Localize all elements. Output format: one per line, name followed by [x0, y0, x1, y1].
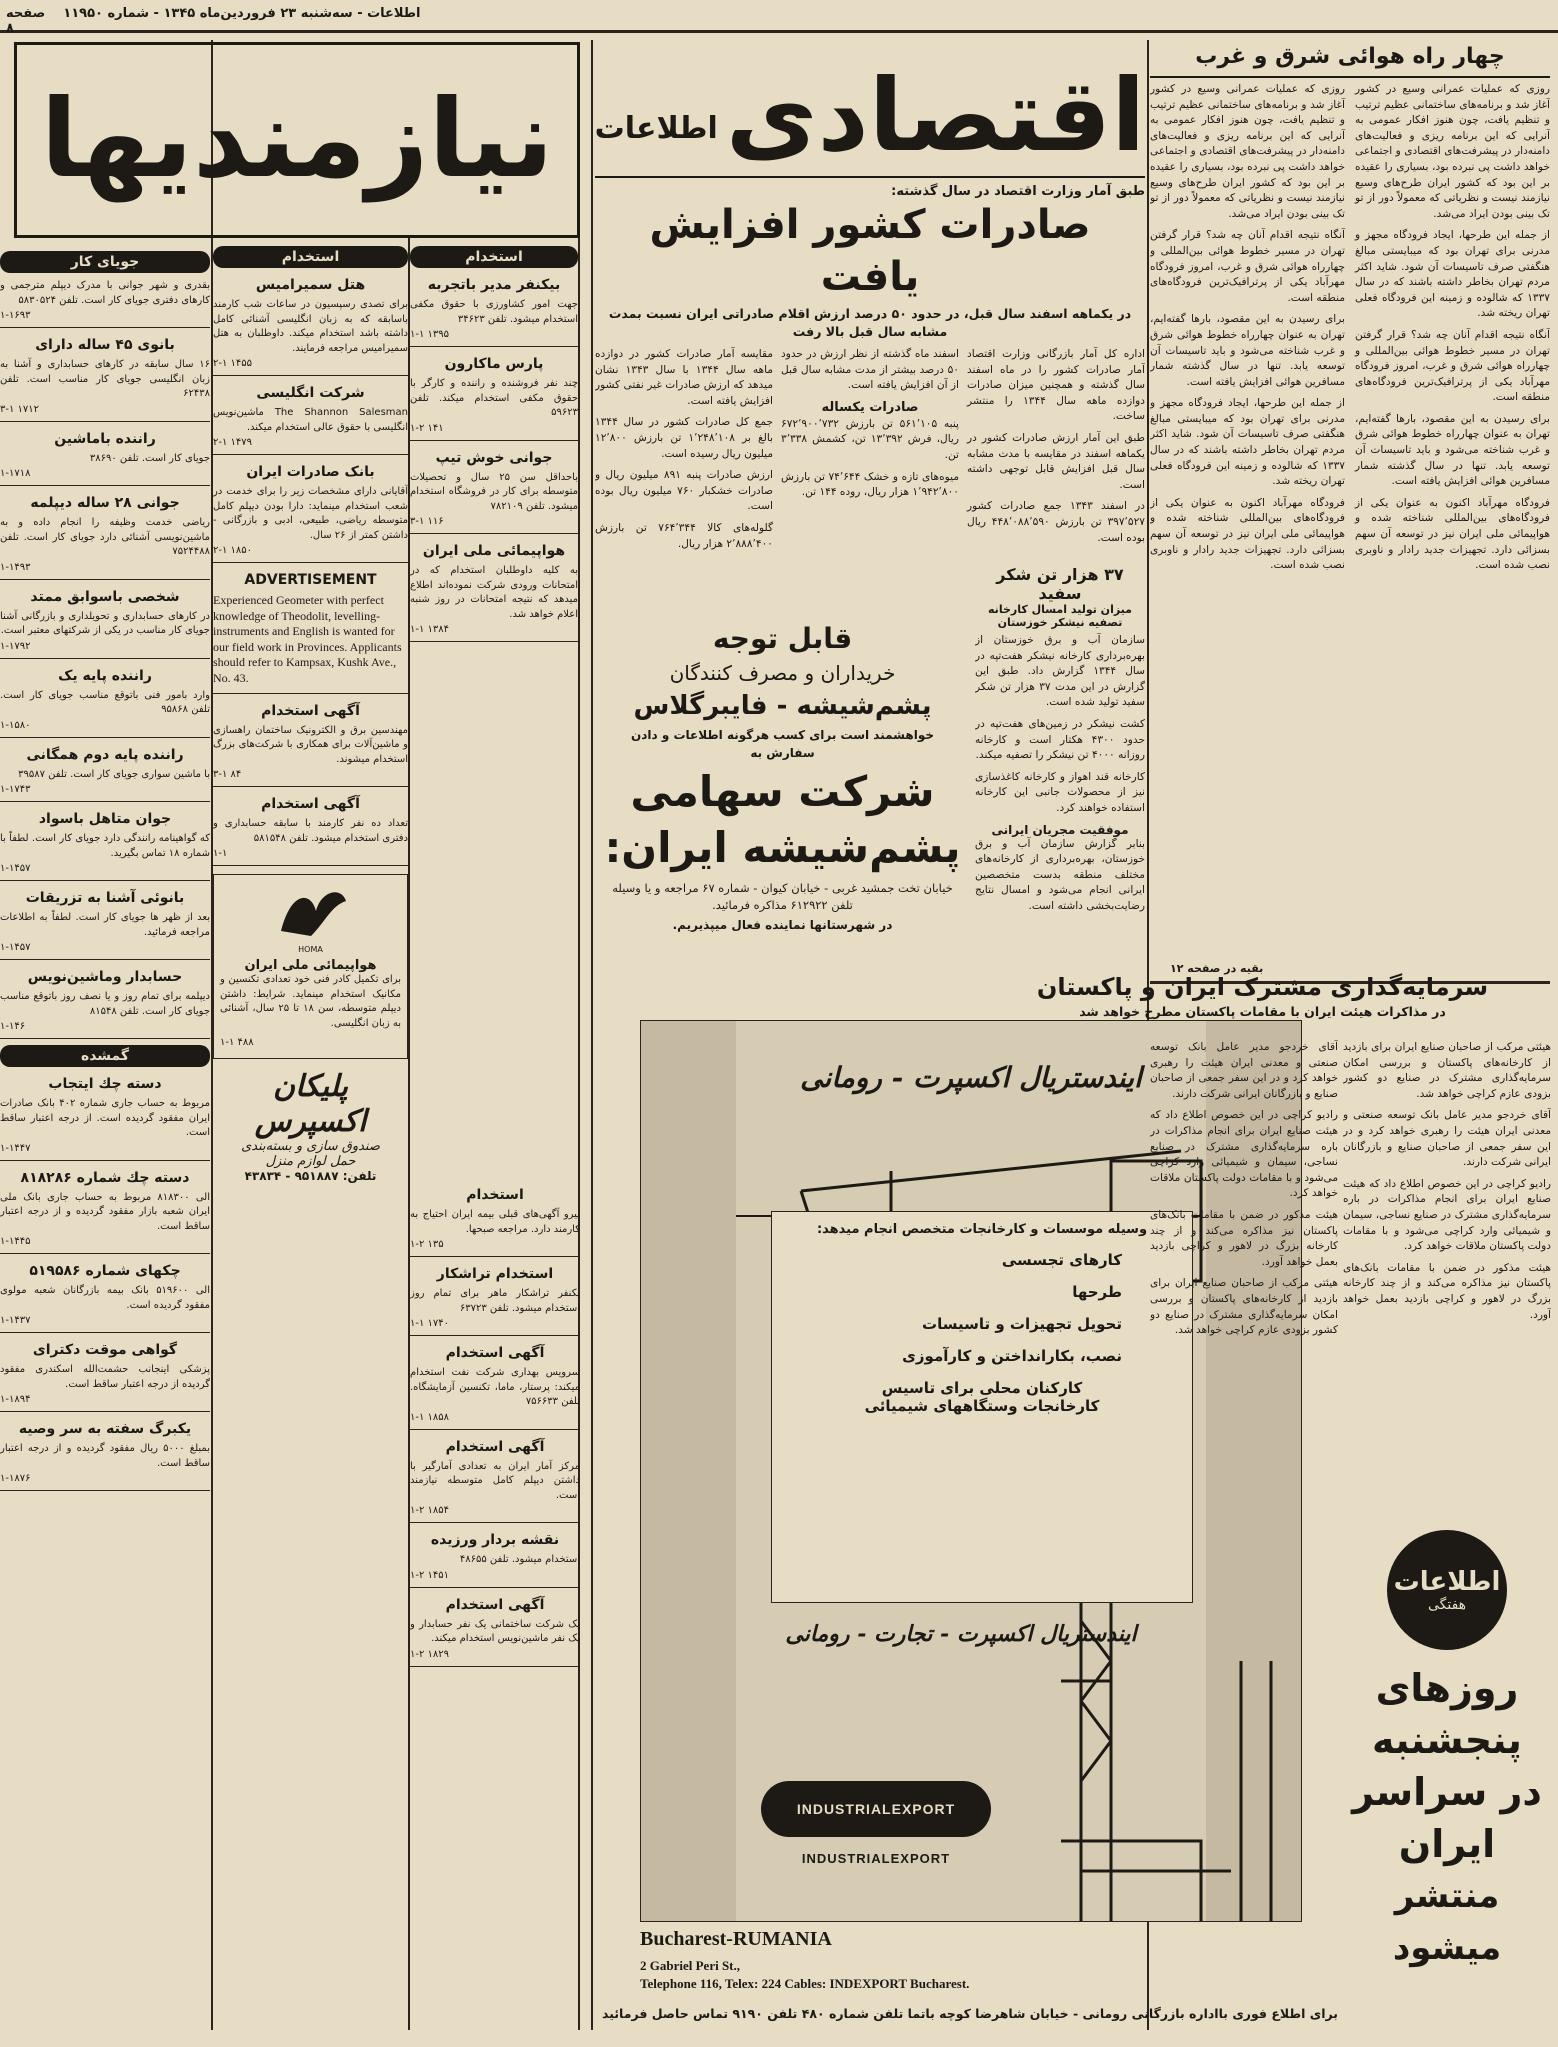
- hiring-item-text: یک شرکت ساختمانی یک نفر حسابدار و یک نفر ماشین‌نویس استخدام میکند.: [410, 1618, 580, 1644]
- pakistan-body: [1343, 1040, 1551, 1520]
- pelikan-sub: صندوق سازی و بسته‌بندی: [241, 1139, 380, 1155]
- lost-list: [0, 1073, 210, 1491]
- hiring-item: [410, 353, 578, 441]
- lost-item-text: پزشکی اینجانب حشمت‌الله اسکندری مفقود گردیده از درجه اعتبار ساقط است.: [0, 1364, 210, 1390]
- hiring-item-title: نقشه بردار ورزیده: [430, 1532, 560, 1548]
- hiring-item-code: ۱-۲ ۱۴۵۱: [410, 1569, 450, 1581]
- divider: [0, 1253, 210, 1254]
- divider: [410, 1666, 580, 1667]
- jobs-wanted-item: [0, 966, 210, 1039]
- sugar-paragraph: بنابر گزارش سازمان آب و برق خوزستان، بهره‌برداری از کارخانه‌های مختلف منطقه بدست متخصصین ایرانی انجام می‌شود و امسال نتایج رضایت‌بخشی داشته است.: [975, 837, 1145, 912]
- hiring-item-title: استخدام تراشکار: [436, 1266, 554, 1282]
- ad-product: پشم‌شیشه - فایبرگلاس: [633, 691, 932, 721]
- pakistan-paragraph: آقای خردجو مدیر عامل بانک توسعه صنعتی و معدنی ایران هیئت را رهبری خواهد کرد و در این سفر جمعی از صاحبان صنایع و بازرگانان ایرانی شرکت دارند.: [1150, 1041, 1338, 1100]
- jobs-wanted-item-text: ۱۶ سال سابقه در کارهای حسابداری و آشنا به زبان انگلیسی جویای کار مناسب است. تلفن ۶۲۴۳۸: [0, 359, 210, 399]
- hiring-item-title: هتل سمیرامیس: [255, 277, 366, 293]
- eco-col-b: [781, 347, 959, 557]
- lost-item-text: مربوط به حساب جاری شماره ۴۰۲ بانک صادرات ایران مفقود گردیده است. از درجه اعتبار ساقط است.: [0, 1098, 210, 1138]
- promo-line: ایران: [1398, 1822, 1496, 1866]
- jobs-wanted-item-title: راننده پایه یک: [58, 667, 152, 684]
- hiring-item-title: آگهی استخدام: [261, 796, 360, 813]
- promo-line: در سراسر: [1352, 1770, 1542, 1814]
- hiring-item-title: هواپیمائی ملی ایران: [422, 543, 566, 559]
- hiring-item-text: به کلیه داوطلبان استخدام که در امتحانات ورودی شرکت نموده‌اند اطلاع میدهد که نتیجه امتحانات در روز شنبه اعلام خواهد شد.: [410, 565, 578, 620]
- hiring-item-code: ۱-۲ ۱۸۲۹: [410, 1648, 450, 1660]
- ad-top: قابل توجه: [712, 622, 853, 655]
- hiring-item-code: ۱-۲ ۱۸۵۴: [410, 1505, 450, 1516]
- hiring-item-text: چند نفر فروشنده و راننده و کارگر با حقوق مکفی استخدام میکند. تلفن ۵۹۶۲۳: [410, 378, 578, 418]
- jobs-wanted-item-title: شخصی باسوابق ممتد: [30, 588, 180, 605]
- lost-item-text: الی ۵۱۹۶۰۰ بانک بیمه بازرگانان شعبه مولوی مفقود گردیده است.: [0, 1285, 210, 1311]
- hiring-list-1: [213, 274, 408, 866]
- divider: [410, 1256, 580, 1257]
- divider: [213, 454, 408, 455]
- hiring-item: [213, 274, 408, 376]
- hiring-item-text: جهت امور کشاورزی با حقوق مکفی استخدام میشود. تلفن ۳۴۶۲۳: [410, 299, 578, 325]
- lost-item-title: دسته چك شماره ۸۱۸۲۸۶: [20, 1169, 190, 1186]
- divider: [0, 579, 210, 580]
- homa-logo-text: HOMA: [298, 945, 323, 955]
- eco-paragraph: گلوله‌های کالا ۷۶۴٬۳۴۴ تن بارزش ۲٬۸۸۸٬۴۰۰ هزار ریال.: [595, 521, 773, 550]
- eco-col-a: [967, 347, 1145, 557]
- promo-logo: [1387, 1530, 1507, 1650]
- jobs-wanted-item-text: بعد از ظهر ها جویای کار است. لطفاً به اطلاعات مراجعه فرمائید.: [0, 912, 210, 938]
- jobs-wanted-item-text: ریاضی خدمت وظیفه را انجام داده و به ماشین‌نویسی آشنائی دارد جویای کار است. تلفن ۷۵۲۴۴۸۸: [0, 517, 210, 557]
- pelikan-phone: تلفن: ۹۵۱۸۸۷ - ۴۳۸۳۴: [244, 1169, 377, 1184]
- ad-logo: [761, 1781, 991, 1837]
- lost-item: [0, 1260, 210, 1333]
- hiring-column-3: [410, 1180, 580, 2040]
- jobs-wanted-item: [0, 744, 210, 803]
- hiring-item-text: سرویس بهداری شرکت نفت استخدام میکند: پرستار، ماما، تکنسین آزمایشگاه. تلفن ۷۵۶۶۳۳: [410, 1367, 580, 1407]
- divider: [0, 1160, 210, 1161]
- promo-line: روزهای: [1375, 1666, 1519, 1710]
- divider: [410, 346, 578, 347]
- ad-item: نصب، بکارانداختن و کارآموزی: [902, 1347, 1122, 1365]
- jobs-wanted-item: [0, 428, 210, 487]
- hiring-item-code: ۱-۱ ۱۳۹۵: [410, 329, 450, 340]
- divider: [410, 1522, 580, 1523]
- eco-title-big: اقتصادی: [725, 57, 1145, 174]
- page-number: صفحه ۸: [6, 6, 46, 36]
- air-paragraph: آنگاه نتیجه اقدام آنان چه شد؟ قرار گرفتن تهران در مسیر خطوط هوائی بین‌المللی و چهارراه هوائی شرق و غرب، امروز فرودگاه مهرآباد یکی از پرترافیک‌ترین فرودگاه‌های منطقه است.: [1355, 328, 1550, 404]
- jobs-wanted-item-code: ۱-۱۴۵۷: [0, 863, 31, 874]
- hiring-item-text: The Shannon Salesman ماشین‌نویس انگلیسی با حقوق عالی استخدام میکند.: [213, 407, 408, 433]
- divider: [213, 786, 408, 787]
- pelikan-sub2: حمل لوازم منزل: [265, 1154, 356, 1170]
- divider: [410, 1335, 580, 1336]
- hiring-item-code: ۱-۱ ۱۷۴۰: [410, 1318, 450, 1329]
- hiring-item: [410, 540, 578, 642]
- divider: [410, 641, 578, 642]
- jobs-wanted-item-text: بقدری و شهر جوانی با مدرک دیپلم مترجمی و کارهای دفتری جویای کار است. تلفن ۵۸۳۰۵۲۴: [0, 280, 210, 306]
- hiring-item-code: ۱-۲ ۱۳۵: [410, 1239, 444, 1250]
- sugar-paragraph: کشت نیشکر در زمین‌های هفت‌تپه در حدود ۴۳۰۰ هکتار است و کارخانه روزانه ۴۰۰۰ تن نیشکر را تصفیه میکند.: [975, 717, 1145, 762]
- jobs-wanted-item-title: حسابدار وماشین‌نویس: [27, 969, 183, 985]
- eco-paragraph: در اسفند ۱۳۴۳ جمع صادرات کشور ۳۹۷٬۵۲۷ تن بارزش ۴۴۸٬۰۸۸٬۵۹۰ ریال بوده است.: [967, 500, 1145, 544]
- homa-text: برای تکمیل کادر فنی خود تعدادی تکنسین و مکانیک استخدام مینماید. شرایط: داشتن دیپلم متوسطه، سن ۱۸ تا ۲۵ سال، آشنائی به زبان انگلیسی.: [220, 974, 401, 1029]
- fiberglass-ad: [595, 620, 970, 960]
- rule-main: [591, 40, 593, 2030]
- hiring-item-text: باحداقل سن ۲۵ سال و تحصیلات متوسطه برای کار در فروشگاه استخدام میشود. تلفن ۷۸۲۱۰۹: [410, 471, 578, 512]
- jobs-wanted-item-title: راننده پایه دوم همگانی: [26, 746, 184, 763]
- sugar-box-title: موفقیت مجریان ایرانی: [991, 822, 1129, 837]
- hiring-item-code: ۱-۱ ۱۳۸۴: [410, 624, 450, 635]
- section-lost: گمشده: [0, 1045, 210, 1067]
- lost-item-title: چکهای شماره ۵۱۹۵۸۶: [29, 1263, 181, 1279]
- eco-paragraph: پنبه ۵۶۱٬۱۰۵ تن بارزش ۶۷۲٬۹۰۰٬۷۳۲ ریال، فرش ۱۳٬۳۹۲ تن، کشمش ۳٬۳۳۸ تن.: [781, 417, 959, 461]
- homa-bird-icon: [271, 881, 351, 941]
- ad-intro: وسیله موسسات و کارخانجات متخصص انجام میدهد:: [816, 1222, 1148, 1237]
- hiring-item-title: پارس ماکارون: [444, 356, 544, 372]
- section-hiring: استخدام: [410, 246, 578, 268]
- air-headline: چهار راه هوائی شرق و غرب: [1150, 42, 1550, 78]
- hiring-item-code: ۱-۱: [213, 848, 228, 860]
- lost-item-code: ۱-۱۴۳۷: [0, 1315, 31, 1326]
- pelikan-brand: پلیکان اکسپرس: [254, 1069, 367, 1140]
- eco-kicker: طبق آمار وزارت اقتصاد در سال گذشته:: [891, 184, 1145, 199]
- hiring-item-text: مرکز آمار ایران به تعدادی آمارگیر با داشتن دیپلم کامل متوسطه نیازمند است.: [410, 1460, 580, 1501]
- hiring-item-code: ۳-۱ ۸۴: [213, 769, 242, 781]
- lost-item-code: ۱-۱۴۴۵: [0, 1236, 31, 1247]
- lost-item: [0, 1167, 210, 1255]
- homa-logo: [220, 881, 401, 954]
- jobs-wanted-item-code: ۱-۱۷۱۸: [0, 468, 31, 479]
- hiring-item-title: بانک صادرات ایران: [246, 464, 375, 480]
- classifieds-masthead: [14, 42, 580, 238]
- jobs-wanted-item-text: که گواهینامه رانندگی دارد جویای کار است. لطفاً با شماره ۱۸ تماس بگیرید.: [0, 833, 210, 859]
- ad-logo2: INDUSTRIALEXPORT: [801, 1851, 951, 1866]
- right-column: [1150, 36, 1550, 990]
- divider: [0, 1490, 210, 1491]
- hiring-item-text: مهندسین برق و الکترونیک ساختمان راهسازی و ماشین‌آلات برای همکاری با شرکت‌های بزرگ استخدام میشوند.: [213, 724, 408, 765]
- divider: [410, 1429, 580, 1430]
- lost-item-code: ۱-۱۴۴۷: [0, 1142, 31, 1154]
- hiring-item: [410, 1529, 580, 1588]
- jobs-wanted-item-title: بانوئی آشنا به تزریقات: [25, 890, 185, 906]
- divider: [0, 737, 210, 738]
- jobs-wanted-item-text: در کارهای حسابداری و تحویلداری و بازرگانی آشنا جویای کار مناسب در یکی از شرکتهای معتبر است.: [0, 610, 210, 636]
- hiring-item-title: ADVERTISEMENT: [244, 572, 377, 588]
- air-paragraph: آنگاه نتیجه اقدام آنان چه شد؟ قرار گرفتن تهران در مسیر خطوط هوائی بین‌المللی و چهارراه هوائی شرق و غرب، امروز فرودگاه مهرآباد یکی از پرترافیک‌ترین فرودگاه‌های منطقه است.: [1150, 229, 1345, 304]
- lost-item-title: دسته چك ایتجاب: [48, 1076, 162, 1092]
- lost-item: [0, 1418, 210, 1491]
- ad-extra: کارکنان محلی برای تاسیس: [881, 1379, 1083, 1397]
- jobs-wanted-item: [0, 586, 210, 659]
- eco-body: [595, 347, 1145, 557]
- divider: [213, 865, 408, 866]
- divider: [0, 658, 210, 659]
- pakistan-paragraph: هیئتی مرکب از صاحبان صنایع ایران برای بازدید از کارخانه‌های پاکستان و بررسی امکان سرمایه‌گذاری مشترک در صنایع دو کشور بزودی عازم کراچی خواهد شد.: [1150, 1277, 1338, 1337]
- jobs-wanted-item-text: با ماشین سواری جویای کار است. تلفن ۳۹۵۸۷: [18, 768, 210, 780]
- hiring-item-code: ۲-۱ ۱۴۷۹: [213, 437, 253, 448]
- hiring-item: [410, 1594, 580, 1667]
- promo-line: منتشر میشود: [1392, 1876, 1502, 1968]
- divider: [0, 1411, 210, 1412]
- hiring-item: [410, 1263, 580, 1336]
- hiring-item-code: ۳-۱ ۱۱۶: [410, 516, 444, 527]
- economy-section: [595, 36, 1145, 557]
- eco-subhead: در یکماهه اسفند سال قبل، در حدود ۵۰ درصد ارزش اقلام صادراتی ایران نسبت بمدت مشابه سال قبل بالا رفت: [608, 306, 1132, 339]
- hiring-item-text: یکنفر تراشکار ماهر برای تمام روز استخدام میشود. تلفن ۶۳۷۲۳: [410, 1288, 580, 1314]
- eco-paragraph: اداره کل آمار بازرگانی وزارت اقتصاد آمار صادرات کشور را در ماه اسفند سال گذشته و همچنین میزان صادرات دوازده ماهه سال ۱۳۴۴ را منتشر ساخت.: [967, 348, 1145, 423]
- hiring-item-title: جوانی خوش تیپ: [435, 449, 553, 466]
- lost-item-text: الی ۸۱۸۳۰۰ مربوط به حساب جاری بانک ملی ایران شعبه بازار مفقود گردیده و از درجه اعتبار ساقط است.: [0, 1191, 210, 1232]
- ad-line1: خریداران و مصرف کنندگان: [669, 661, 896, 685]
- pelikan-ad: [213, 1069, 408, 1183]
- hiring-item: [213, 569, 408, 694]
- dateline: اطلاعات - سه‌شنبه ۲۳ فروردین‌ماه ۱۳۴۵ - شماره ۱۱۹۵۰: [63, 6, 421, 21]
- jobs-wanted-item: [0, 665, 210, 738]
- eco-box-title: صادرات یکساله: [821, 399, 919, 415]
- ad-extra: کارخانجات وستگاههای شیمیائی: [864, 1397, 1100, 1415]
- pakistan-paragraph: آقای خردجو مدیر عامل بانک توسعه صنعتی و معدنی ایران هیئت را رهبری خواهد کرد و در این سفر جمعی از صاحبان صنایع و بازرگانان ایرانی شرکت دارند.: [1343, 1109, 1551, 1169]
- sugar-title: ۳۷ هزار تن شکر سفید: [996, 565, 1124, 603]
- sugar-paragraph: کارخانه قند اهواز و کارخانه کاغذسازی نیز از محصولات جانبی این کارخانه استفاده خواهند کرد.: [975, 770, 1145, 814]
- divider: [0, 959, 210, 960]
- promo-line: پنجشنبه: [1372, 1718, 1522, 1762]
- lost-item-title: یکبرگ سفته به سر وصیه: [18, 1421, 192, 1437]
- jobs-wanted-item: [0, 334, 210, 422]
- air-paragraph: فرودگاه مهرآباد اکنون به عنوان یکی از فرودگاه‌های بین‌المللی شناخته شده و هواپیمائی ملی ایران نیز در توسعه آن سهم بسزائی دارد. تجهیزات جدید رادار و ناوبری نصب شده است.: [1355, 496, 1550, 572]
- pakistan-body-2: [1150, 1040, 1338, 1530]
- hiring-item-text: پیرو آگهی‌های قبلی بیمه ایران احتیاج به کارمند دارد. مراجعه صبحها.: [410, 1209, 580, 1235]
- hiring-item-title: آگهی استخدام: [445, 1596, 545, 1613]
- hiring-item-text: آقایانی دارای مشخصات زیر را برای خدمت در شعب استخدام مینماید: دارا بودن دیپلم کامل متوسطه ریاضی، طبیعی، ادبی و بازرگانی - داشتن کمتر از ۲۶ سال.: [213, 486, 408, 541]
- ad-city: Bucharest-RUMANIA: [640, 1928, 832, 1950]
- lost-item: [0, 1339, 210, 1412]
- lost-item-code: ۱-۱۸۷۶: [0, 1473, 31, 1484]
- jobs-wanted-item-title: جوان متاهل باسواد: [38, 811, 172, 827]
- ad-addr1: 2 Gabriel Peri St.,: [640, 1958, 741, 1973]
- ad-addr2: Telephone 116, Telex: 224 Cables: INDEXPORT Bucharest.: [640, 1976, 970, 1991]
- jobs-wanted-item-title: جوانی ۲۸ ساله دیپلمه: [30, 495, 180, 511]
- hiring-item: [410, 447, 578, 535]
- air-paragraph: برای رسیدن به این مقصود، بارها گفته‌ایم، تهران به عنوان چهارراه خطوط هوائی شرق و غرب شناخته می‌شود و باید تاسیسات آن توسعه یابد. تنها در سال گذشته شمار مسافرین هوائی افزایش یافته است.: [1355, 412, 1550, 488]
- hiring-item-title: آگهی استخدام: [445, 1438, 545, 1455]
- jobs-wanted-item-code: ۱-۱۴۹۳: [0, 561, 31, 573]
- continued-note: بقیه در صفحه ۱۲: [1170, 962, 1264, 975]
- jobs-wanted-item-code: ۱-۱۶۹۳: [0, 310, 31, 321]
- ettelaat-weekly-promo: [1343, 1530, 1551, 1974]
- ad-card: [771, 1211, 1193, 1603]
- ad-script-bottom: ایندستریال اکسپرت - تجارت - رومانی: [785, 1621, 1137, 1647]
- hiring-item: [410, 1436, 580, 1524]
- hiring-item: [410, 1342, 580, 1430]
- dateline-left: [6, 6, 426, 36]
- economy-masthead: [595, 36, 1145, 178]
- pakistan-paragraph: رادیو کراچی در این خصوص اطلاع داد که هیئت صنایع ایران برای انجام مذاکرات در باره سرمایه‌گذاری مشترک در صنایع نساجی، سیمان و شیمیائی وارد کراچی می‌شود و با مقامات دولت پاکستان ملاقات خواهد کرد.: [1343, 1177, 1551, 1253]
- section-jobs-wanted: جویای کار: [0, 251, 210, 273]
- divider: [410, 1587, 580, 1588]
- jobs-wanted-item-code: ۱-۱۷۹۲: [0, 640, 31, 652]
- eco-paragraph: جمع کل صادرات کشور در سال ۱۳۴۴ بالغ بر ۱٬۲۴۸٬۱۰۸ تن بارزش ۱۲٬۸۰۰ میلیون ریال رسیده است.: [595, 416, 773, 460]
- divider: [213, 693, 408, 694]
- jobs-wanted-item: [0, 887, 210, 960]
- jobs-wanted-item-code: ۱-۱۴۵۷: [0, 942, 31, 953]
- jobs-wanted-item-title: راننده باماشین: [54, 430, 156, 447]
- hiring-item-code: ۲-۱ ۱۸۵۰: [213, 545, 253, 556]
- homa-ad: [213, 874, 408, 1059]
- eco-paragraph: اسفند ماه گذشته از نظر ارزش در حدود ۵۰ درصد بیشتر از مدت مشابه سال قبل از آن افزایش یافته است.: [781, 348, 959, 392]
- jobs-wanted-item-code: ۱-۱۷۴۳: [0, 784, 31, 795]
- ad-item: طرحها: [1072, 1283, 1122, 1301]
- section-hiring: استخدام: [213, 246, 408, 268]
- air-body: [1150, 82, 1550, 962]
- hiring-item: [213, 700, 408, 788]
- hiring-list-2: [410, 274, 578, 642]
- ad-company-2: پشم‌شیشه ایران:: [604, 823, 961, 872]
- divider: [0, 485, 210, 486]
- homa-code: ۱-۱ ۴۸۸: [220, 1037, 254, 1049]
- homa-title: هواپیمائی ملی ایران: [244, 958, 377, 974]
- eco-paragraph: مقایسه آمار صادرات کشور در دوازده ماهه سال ۱۳۴۴ با سال ۱۳۴۳ نشان میدهد که ارزش صادرات غیر نفتی کشور افزایش یافته است.: [595, 348, 773, 407]
- sugar-sub: میزان تولید امسال کارخانه تصفیه نیشکر خوزستان: [988, 603, 1132, 629]
- hiring-item-text: استخدام میشود. تلفن ۴۸۶۵۵: [459, 1554, 580, 1565]
- hiring-column-1: [213, 240, 408, 2035]
- divider: [0, 1332, 210, 1333]
- hiring-list-3: [410, 1184, 580, 1667]
- hiring-item-text-en: Experienced Geometer with perfect knowledge of Theodolit, levelling-instruments and English is wanted for our field work in Provinces. Applicants should refer to Kampsax, Kushk Ave., No. 43.: [213, 593, 402, 685]
- pakistan-subhead: در مذاکرات هیئت ایران با مقامات پاکستان مطرح خواهد شد: [1079, 1004, 1446, 1019]
- ad-footer: برای اطلاع فوری بااداره بازرگانی رومانی - خیابان شاهرضا کوچه باتما تلفن شماره ۴۸۰ تلفن ۹۱۹۰ تماس حاصل فرمائید: [602, 2006, 1338, 2021]
- divider: [410, 533, 578, 534]
- hiring-item-code: ۱-۱ ۱۸۵۸: [410, 1411, 450, 1423]
- air-paragraph: روزی که عملیات عمرانی وسیع در کشور آغاز شد و برنامه‌های ساختمانی عظیم ترتیب و تنظیم یافت، چون هنوز افکار عمومی به آنرایی که این برنامه ریزی و فعالیت‌های دامنه‌دار در پیشرفت‌های اقتصادی و اجتماعی خواهد داشت پی نبرده بود، بسیاری را عقیده بر این بود که کشور ایران طرح‌های وسیع نیازمند نیست و نظریاتی که معمولاً دور از تو تک بینی بودن ایراد می‌شد.: [1355, 83, 1550, 220]
- hiring-item-title: بیکنفر مدیر باتجربه: [427, 277, 561, 293]
- lost-item-title: گواهی موقت دکترای: [32, 1342, 178, 1358]
- air-paragraph: فرودگاه مهرآباد اکنون به عنوان یکی از فرودگاه‌های بین‌المللی شناخته شده و هواپیمائی ملی ایران نیز در توسعه آن سهم بسزائی دارد. تجهیزات جدید رادار و ناوبری نصب شده است.: [1150, 496, 1345, 572]
- jobs-wanted-item: [0, 492, 210, 580]
- ad-item: کارهای تجسسی: [1001, 1251, 1122, 1269]
- lost-item: [0, 1073, 210, 1161]
- ad-address: خیابان تخت جمشید غربی - خیابان کیوان - شماره ۶۷ مراجعه و یا وسیله تلفن ۶۱۲۹۲۲ مذاکره فرمائید.: [612, 881, 953, 912]
- jobs-wanted-item-code: ۳-۱ ۱۷۱۲: [0, 403, 40, 415]
- divider: [0, 880, 210, 881]
- divider: [0, 801, 210, 802]
- ad-company-1: شرکت سهامی: [630, 767, 935, 816]
- ad-note: در شهرستانها نماینده فعال میپذیریم.: [672, 918, 893, 932]
- divider: [410, 440, 578, 441]
- pakistan-headline: سرمایه‌گذاری مشترک ایران و پاکستان: [1036, 973, 1489, 1001]
- jobs-wanted-item-code: ۱-۱۵۸۰: [0, 719, 31, 731]
- sugar-paragraph: سازمان آب و برق خوزستان از بهره‌برداری کارخانه نیشکر هفت‌تپه در سال ۱۳۴۴ گزارش داد. طبق این گزارش در این مدت ۳۷ هزار تن شکر سفید تولید شده است.: [975, 634, 1145, 709]
- promo-sub: هفتگی: [1427, 1597, 1467, 1613]
- jobs-wanted-list: [0, 279, 210, 1039]
- pakistan-paragraph: هیئتی مرکب از صاحبان صنایع ایران برای بازدید از کارخانه‌های پاکستان و بررسی امکان سرمایه‌گذاری مشترک در صنایع دو کشور بزودی عازم کراچی خواهد شد.: [1343, 1041, 1551, 1100]
- ad-script-top: ایندستریال اکسپرت - رومانی: [800, 1061, 1142, 1094]
- hiring-item: [213, 461, 408, 563]
- jobs-wanted-item-text: دیپلمه برای تمام روز و یا نصف روز باتوقع مناسب جویای کار است. تلفن ۸۱۵۴۸: [0, 991, 210, 1017]
- hiring-item-code: ۲-۱ ۱۴۵۵: [213, 358, 253, 369]
- air-paragraph: از جمله این طرحها، ایجاد فرودگاه مجهز و مدرنی برای تهران بود که میبایستی مبالغ هنگفتی صرف تاسیسات آن شود. شاید اکثر مردم تهران بخاطر داشته باشند که در سال ۱۳۳۷ که شالوده و زمینه این فرودگاه فعلی تهران ریخته شد.: [1355, 229, 1550, 320]
- pakistan-paragraph: هیئت مذکور در ضمن با مقامات بانک‌های پاکستان نیز مذاکره می‌کند و از چند کارخانه بزرگ در لاهور و کراچی بازدید بعمل خواهد آورد.: [1343, 1261, 1551, 1321]
- sugar-story: [975, 565, 1145, 965]
- hiring-item: [410, 274, 578, 347]
- eco-headline: صادرات کشور افزایش یافت: [649, 202, 1091, 300]
- jobs-wanted-column: [0, 245, 210, 2040]
- divider: [213, 562, 408, 563]
- hiring-item-code: ۱-۲ ۱۴۱: [410, 422, 444, 434]
- lost-item-text: بمبلغ ۵۰۰۰ ریال مفقود گردیده و از درجه اعتبار ساقط است.: [0, 1443, 210, 1469]
- hiring-item-text: تعداد ده نفر کارمند با سابقه حسابداری و دفتری استخدام میشود. تلفن ۵۸۱۵۴۸: [213, 818, 408, 844]
- hiring-item: [213, 793, 408, 866]
- hiring-item-title: شرکت انگلیسی: [256, 385, 365, 401]
- divider: [0, 421, 210, 422]
- divider: [213, 375, 408, 376]
- hiring-item: [213, 382, 408, 455]
- lost-item-code: ۱-۱۸۹۴: [0, 1394, 31, 1405]
- jobs-wanted-item-title: بانوی ۴۵ ساله دارای: [35, 337, 175, 353]
- eco-paragraph: میوه‌های تازه و خشک ۷۴٬۶۴۴ تن بارزش ۱٬۹۴۲٬۸۰۰ هزار ریال، روده ۱۴۴ تن.: [781, 470, 959, 499]
- air-paragraph: برای رسیدن به این مقصود، بارها گفته‌ایم، تهران به عنوان چهارراه خطوط هوائی شرق و غرب شناخته می‌شود و باید تاسیسات آن توسعه یابد. تنها در سال گذشته شمار مسافرین هوائی افزایش یافته است.: [1150, 313, 1345, 388]
- hiring-item-title: آگهی استخدام: [445, 1345, 545, 1361]
- jobs-wanted-item-text: وارد بامور فنی باتوقع مناسب جویای کار است. تلفن ۹۵۸۶۸: [0, 689, 210, 715]
- eco-col-c: [595, 347, 773, 557]
- eco-title-small: اطلاعات: [595, 111, 718, 146]
- pakistan-paragraph: رادیو کراچی در این خصوص اطلاع داد که هیئت صنایع ایران برای انجام مذاکرات در باره سرمایه‌گذاری مشترک در صنایع نساجی، سیمان و شیمیائی وارد کراچی می‌شود و با مقامات دولت پاکستان ملاقات خواهد کرد.: [1150, 1109, 1338, 1200]
- eco-paragraph: طبق این آمار ارزش صادرات کشور در یکماهه اسفند در مقایسه با مدت مشابه سال قبل افزایش قابل توجهی داشته است.: [967, 431, 1145, 491]
- jobs-wanted-item-text: جویای کار است. تلفن ۳۸۶۹۰: [89, 452, 210, 464]
- classifieds-title: نیازمندیها: [40, 77, 554, 202]
- pakistan-paragraph: هیئت مذکور در ضمن با مقامات بانک‌های پاکستان نیز مذاکره می‌کند و از چند کارخانه بزرگ در لاهور و کراچی بازدید بعمل خواهد آورد.: [1150, 1208, 1338, 1268]
- air-paragraph: از جمله این طرحها، ایجاد فرودگاه مجهز و مدرنی برای تهران بود که میبایستی مبالغ هنگفتی صرف تاسیسات آن شود. شاید اکثر مردم تهران بخاطر داشته باشند که در سال ۱۳۳۷ که شالوده و زمینه این فرودگاه فعلی تهران ریخته شد.: [1150, 397, 1345, 488]
- ad-request: خواهشمند است برای کسب هرگونه اطلاعات و دادن سفارش به: [630, 728, 935, 760]
- air-paragraph: روزی که عملیات عمرانی وسیع در کشور آغاز شد و برنامه‌های ساختمانی عظیم ترتیب و تنظیم یافت، چون هنوز افکار عمومی به آنرایی که این برنامه ریزی و فعالیت‌های دامنه‌دار در پیشرفت‌های اقتصادی و اجتماعی خواهد داشت پی نبرده بود، بسیاری را عقیده بر این بود که کشور ایران طرح‌های وسیع نیازمند نیست و نظریاتی که معمولاً دور از تو تک بینی بودن ایراد می‌شد.: [1150, 83, 1345, 220]
- jobs-wanted-item: [0, 808, 210, 881]
- ad-item: تحویل تجهیزات و تاسیسات: [922, 1315, 1122, 1333]
- hiring-item-text: برای تصدی رسپسیون در ساعات شب کارمند باسابقه که به زبان انگلیسی آشنائی کامل داشته باشد استخدام میکند. داوطلبان به هتل سمیرامیس مراجعه فرمایند.: [213, 299, 408, 354]
- jobs-wanted-item: [0, 279, 210, 328]
- divider: [0, 327, 210, 328]
- ad-logo-text: INDUSTRIALEXPORT: [796, 1801, 956, 1817]
- hiring-item-title: استخدام: [466, 1187, 524, 1203]
- hiring-item-title: آگهی استخدام: [261, 702, 360, 719]
- jobs-wanted-item-code: ۱-۱۴۶: [0, 1021, 26, 1032]
- eco-paragraph: ارزش صادرات پنبه ۸۹۱ میلیون ریال و صادرات خشکبار ۷۶۰ میلیون ریال بوده است.: [595, 469, 773, 513]
- hiring-item: [410, 1184, 580, 1257]
- promo-brand: اطلاعات: [1393, 1567, 1501, 1597]
- divider: [0, 1038, 210, 1039]
